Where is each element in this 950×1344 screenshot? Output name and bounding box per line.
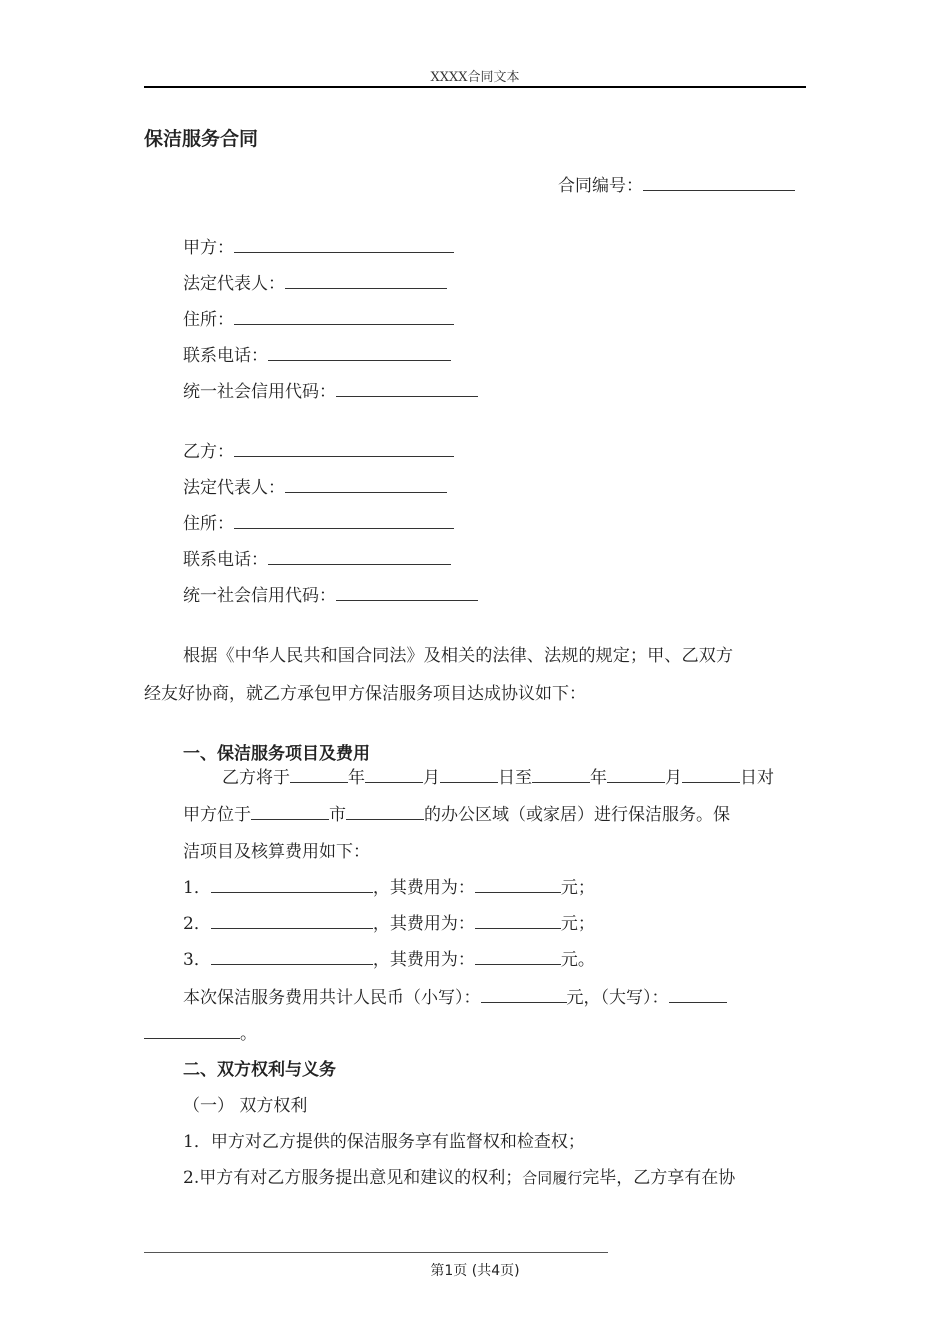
rights-item-2 bbox=[183, 1166, 735, 1190]
party-a-credit-blank bbox=[336, 380, 478, 397]
month-label: 月 bbox=[423, 768, 440, 788]
fee-item-name-blank bbox=[211, 948, 373, 965]
end-day-blank bbox=[682, 766, 740, 783]
total-fee-row bbox=[183, 986, 727, 1010]
party-b-name-blank bbox=[234, 440, 454, 457]
fee-item-end: 元。 bbox=[560, 950, 595, 970]
intro-line-2: 经友好协商，就乙方承包甲方保洁服务项目达成协议如下： bbox=[144, 684, 586, 704]
party-a-rep-row bbox=[183, 272, 447, 296]
contract-number-label: 合同编号： bbox=[558, 176, 643, 196]
location-text-end: 的办公区域（或家居）进行保洁服务。保 bbox=[424, 805, 730, 825]
fee-item-num: 1． bbox=[183, 878, 211, 898]
fee-item-mid: ，其费用为： bbox=[372, 914, 475, 934]
city-label: 市 bbox=[329, 805, 346, 825]
total-fee-cont-row bbox=[144, 1022, 257, 1046]
rights-item-2-text-end: 完毕，乙方享有在协 bbox=[582, 1168, 736, 1188]
party-a-address-row bbox=[183, 308, 454, 332]
intro-line-1: 根据《中华人民共和国合同法》及相关的法律、法规的规定；甲、乙双方 bbox=[183, 646, 734, 666]
subsection-rights: （一） 双方权利 bbox=[183, 1096, 308, 1116]
party-b-rep-row bbox=[183, 476, 447, 500]
start-month-blank bbox=[365, 766, 423, 783]
fee-item-num: 3． bbox=[183, 950, 211, 970]
section-1-heading: 一、保洁服务项目及费用 bbox=[183, 744, 370, 764]
footer-divider bbox=[144, 1252, 608, 1253]
party-a-phone-row bbox=[183, 344, 451, 368]
total-fee-label: 本次保洁服务费用共计人民币（小写）： bbox=[183, 988, 481, 1008]
fee-intro-line: 洁项目及核算费用如下： bbox=[183, 842, 370, 862]
fee-item-num: 2． bbox=[183, 914, 211, 934]
party-b-address-blank bbox=[234, 512, 454, 529]
year-label-2: 年 bbox=[590, 768, 607, 788]
fee-item-mid: ，其费用为： bbox=[372, 950, 475, 970]
party-a-credit-row bbox=[183, 380, 478, 404]
rights-item-1: 1．甲方对乙方提供的保洁服务享有监督权和检查权； bbox=[183, 1132, 585, 1152]
rights-item-2-text: 2.甲方有对乙方服务提出意见和建议的权利； bbox=[183, 1168, 523, 1188]
party-b-name-label: 乙方： bbox=[183, 442, 234, 462]
fee-item-amount-blank bbox=[475, 876, 561, 893]
party-a-phone-blank bbox=[268, 344, 451, 361]
party-b-credit-blank bbox=[336, 584, 478, 601]
party-b-address-label: 住所： bbox=[183, 514, 234, 534]
party-b-phone-row bbox=[183, 548, 451, 572]
fee-item-mid: ，其费用为： bbox=[372, 878, 475, 898]
party-a-name-label: 甲方： bbox=[183, 238, 234, 258]
party-a-address-label: 住所： bbox=[183, 310, 234, 330]
party-b-address-row bbox=[183, 512, 454, 536]
fee-item-1 bbox=[183, 876, 595, 900]
page-header: XXXX合同文本 bbox=[430, 70, 520, 85]
contract-number-row bbox=[558, 174, 795, 198]
fee-item-3 bbox=[183, 948, 595, 972]
party-a-phone-label: 联系电话： bbox=[183, 346, 268, 366]
city-blank bbox=[251, 803, 329, 820]
party-a-credit-label: 统一社会信用代码： bbox=[183, 382, 336, 402]
month-label-2: 月 bbox=[665, 768, 682, 788]
party-a-rep-blank bbox=[285, 272, 447, 289]
start-year-blank bbox=[290, 766, 348, 783]
party-a-name-row bbox=[183, 236, 454, 260]
total-caps-blank-cont bbox=[144, 1022, 240, 1039]
total-end-mark: 。 bbox=[240, 1024, 257, 1044]
party-b-credit-label: 统一社会信用代码： bbox=[183, 586, 336, 606]
end-month-blank bbox=[607, 766, 665, 783]
party-b-rep-label: 法定代表人： bbox=[183, 478, 285, 498]
party-a-name-blank bbox=[234, 236, 454, 253]
service-location-row bbox=[183, 803, 730, 827]
contract-number-blank bbox=[643, 174, 795, 191]
page-number: 第1页 (共4页) bbox=[430, 1263, 520, 1279]
total-small-blank bbox=[481, 986, 567, 1003]
header-divider bbox=[144, 86, 806, 88]
fee-item-amount-blank bbox=[475, 912, 561, 929]
fee-item-name-blank bbox=[211, 876, 373, 893]
party-a-address-blank bbox=[234, 308, 454, 325]
total-caps-blank bbox=[669, 986, 727, 1003]
total-caps-label: 元，（大写）： bbox=[566, 988, 669, 1008]
section-2-heading: 二、双方权利与义务 bbox=[183, 1060, 336, 1080]
fee-item-end: 元； bbox=[560, 878, 595, 898]
start-day-blank bbox=[440, 766, 498, 783]
party-b-phone-blank bbox=[268, 548, 451, 565]
service-period-text: 乙方将于 bbox=[222, 768, 290, 788]
year-label: 年 bbox=[348, 768, 365, 788]
party-b-rep-blank bbox=[285, 476, 447, 493]
fee-item-amount-blank bbox=[475, 948, 561, 965]
end-year-blank bbox=[532, 766, 590, 783]
fee-item-end: 元； bbox=[560, 914, 595, 934]
party-a-rep-label: 法定代表人： bbox=[183, 274, 285, 294]
day-to-label: 日至 bbox=[498, 768, 532, 788]
district-blank bbox=[346, 803, 424, 820]
service-period-row bbox=[222, 766, 774, 790]
fee-item-2 bbox=[183, 912, 595, 936]
party-b-credit-row bbox=[183, 584, 478, 608]
party-b-name-row bbox=[183, 440, 454, 464]
rights-item-2-term: 合同履行 bbox=[522, 1169, 583, 1187]
party-b-phone-label: 联系电话： bbox=[183, 550, 268, 570]
document-title: 保洁服务合同 bbox=[144, 128, 259, 150]
fee-item-name-blank bbox=[211, 912, 373, 929]
day-end-label: 日对 bbox=[740, 768, 774, 788]
location-text: 甲方位于 bbox=[183, 805, 251, 825]
